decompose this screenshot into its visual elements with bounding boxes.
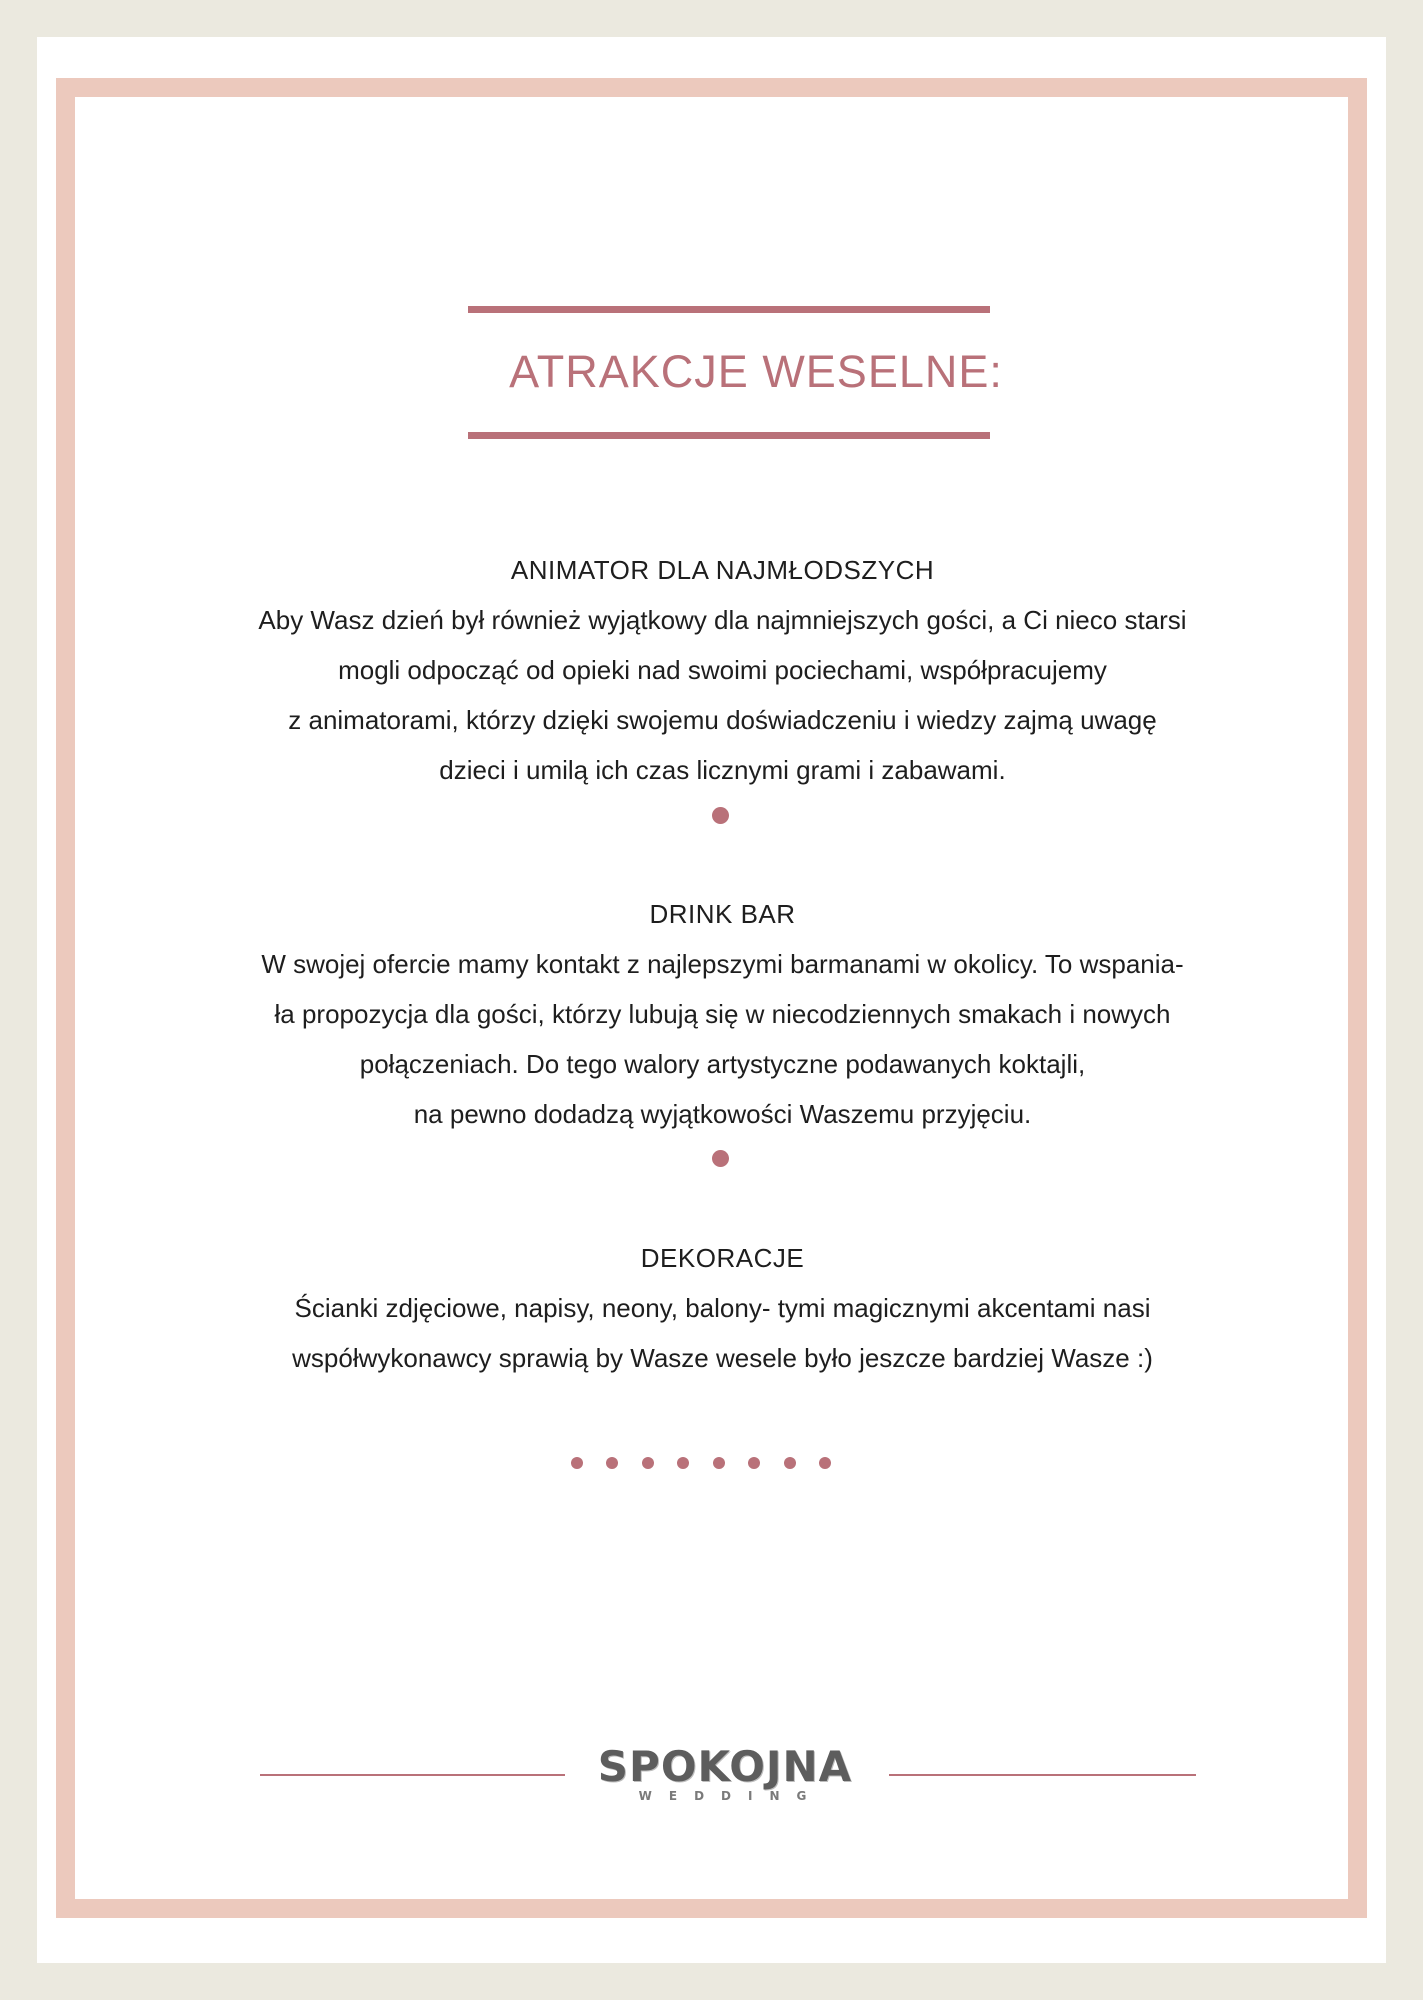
dotted-divider bbox=[571, 1457, 831, 1469]
divider-dot bbox=[606, 1457, 618, 1469]
title-bottom-rule bbox=[468, 432, 990, 439]
footer-right-rule bbox=[889, 1774, 1196, 1776]
divider-dot bbox=[571, 1457, 583, 1469]
body-line: Ścianki zdjęciowe, napisy, neony, balony- tymi magicznymi akcentami nasi bbox=[294, 1293, 1151, 1323]
section-body bbox=[115, 1283, 1330, 1383]
logo-wordmark: SPOKOJNA bbox=[597, 1742, 853, 1791]
body-line: mogli odpocząć od opieki nad swoimi pociechami, współpracujemy bbox=[338, 655, 1107, 685]
divider-dot bbox=[713, 1457, 725, 1469]
page-title: ATRAKCJE WESELNE: bbox=[509, 346, 1003, 397]
body-line: W swojej ofercie mamy kontakt z najlepszymi barmanami w okolicy. To wspania- bbox=[261, 949, 1184, 979]
separator-dot bbox=[712, 1150, 729, 1167]
body-line: Aby Wasz dzień był również wyjątkowy dla najmniejszych gości, a Ci nieco starsi bbox=[258, 605, 1187, 635]
section-heading: DRINK BAR bbox=[649, 899, 796, 929]
title-top-rule bbox=[468, 306, 990, 313]
body-line: na pewno dodadzą wyjątkowości Waszemu przyjęciu. bbox=[413, 1099, 1032, 1129]
section-animator bbox=[115, 545, 1330, 795]
divider-dot bbox=[819, 1457, 831, 1469]
section-heading: ANIMATOR DLA NAJMŁODSZYCH bbox=[510, 555, 935, 585]
page-sheet bbox=[37, 37, 1386, 1963]
section-body bbox=[115, 595, 1330, 795]
divider-dot bbox=[677, 1457, 689, 1469]
section-dekoracje bbox=[115, 1233, 1330, 1383]
body-line: dzieci i umilą ich czas licznymi grami i zabawami. bbox=[439, 755, 1006, 785]
body-line: z animatorami, którzy dzięki swojemu doświadczeniu i wiedzy zajmą uwagę bbox=[288, 705, 1157, 735]
logo-tagline: WEDDING bbox=[638, 1789, 824, 1803]
decorative-frame bbox=[56, 78, 1367, 1918]
separator-dot bbox=[712, 807, 729, 824]
body-line: ła propozycja dla gości, którzy lubują się w niecodziennych smakach i nowych bbox=[274, 999, 1171, 1029]
divider-dot bbox=[784, 1457, 796, 1469]
section-heading: DEKORACJE bbox=[640, 1243, 805, 1273]
body-line: połączeniach. Do tego walory artystyczne podawanych koktajli, bbox=[359, 1049, 1086, 1079]
section-body bbox=[115, 939, 1330, 1139]
brand-logo bbox=[575, 1742, 875, 1803]
footer-left-rule bbox=[260, 1774, 565, 1776]
body-line: współwykonawcy sprawią by Wasze wesele było jeszcze bardziej Wasze :) bbox=[292, 1343, 1153, 1373]
divider-dot bbox=[748, 1457, 760, 1469]
divider-dot bbox=[642, 1457, 654, 1469]
section-drink-bar bbox=[115, 889, 1330, 1139]
